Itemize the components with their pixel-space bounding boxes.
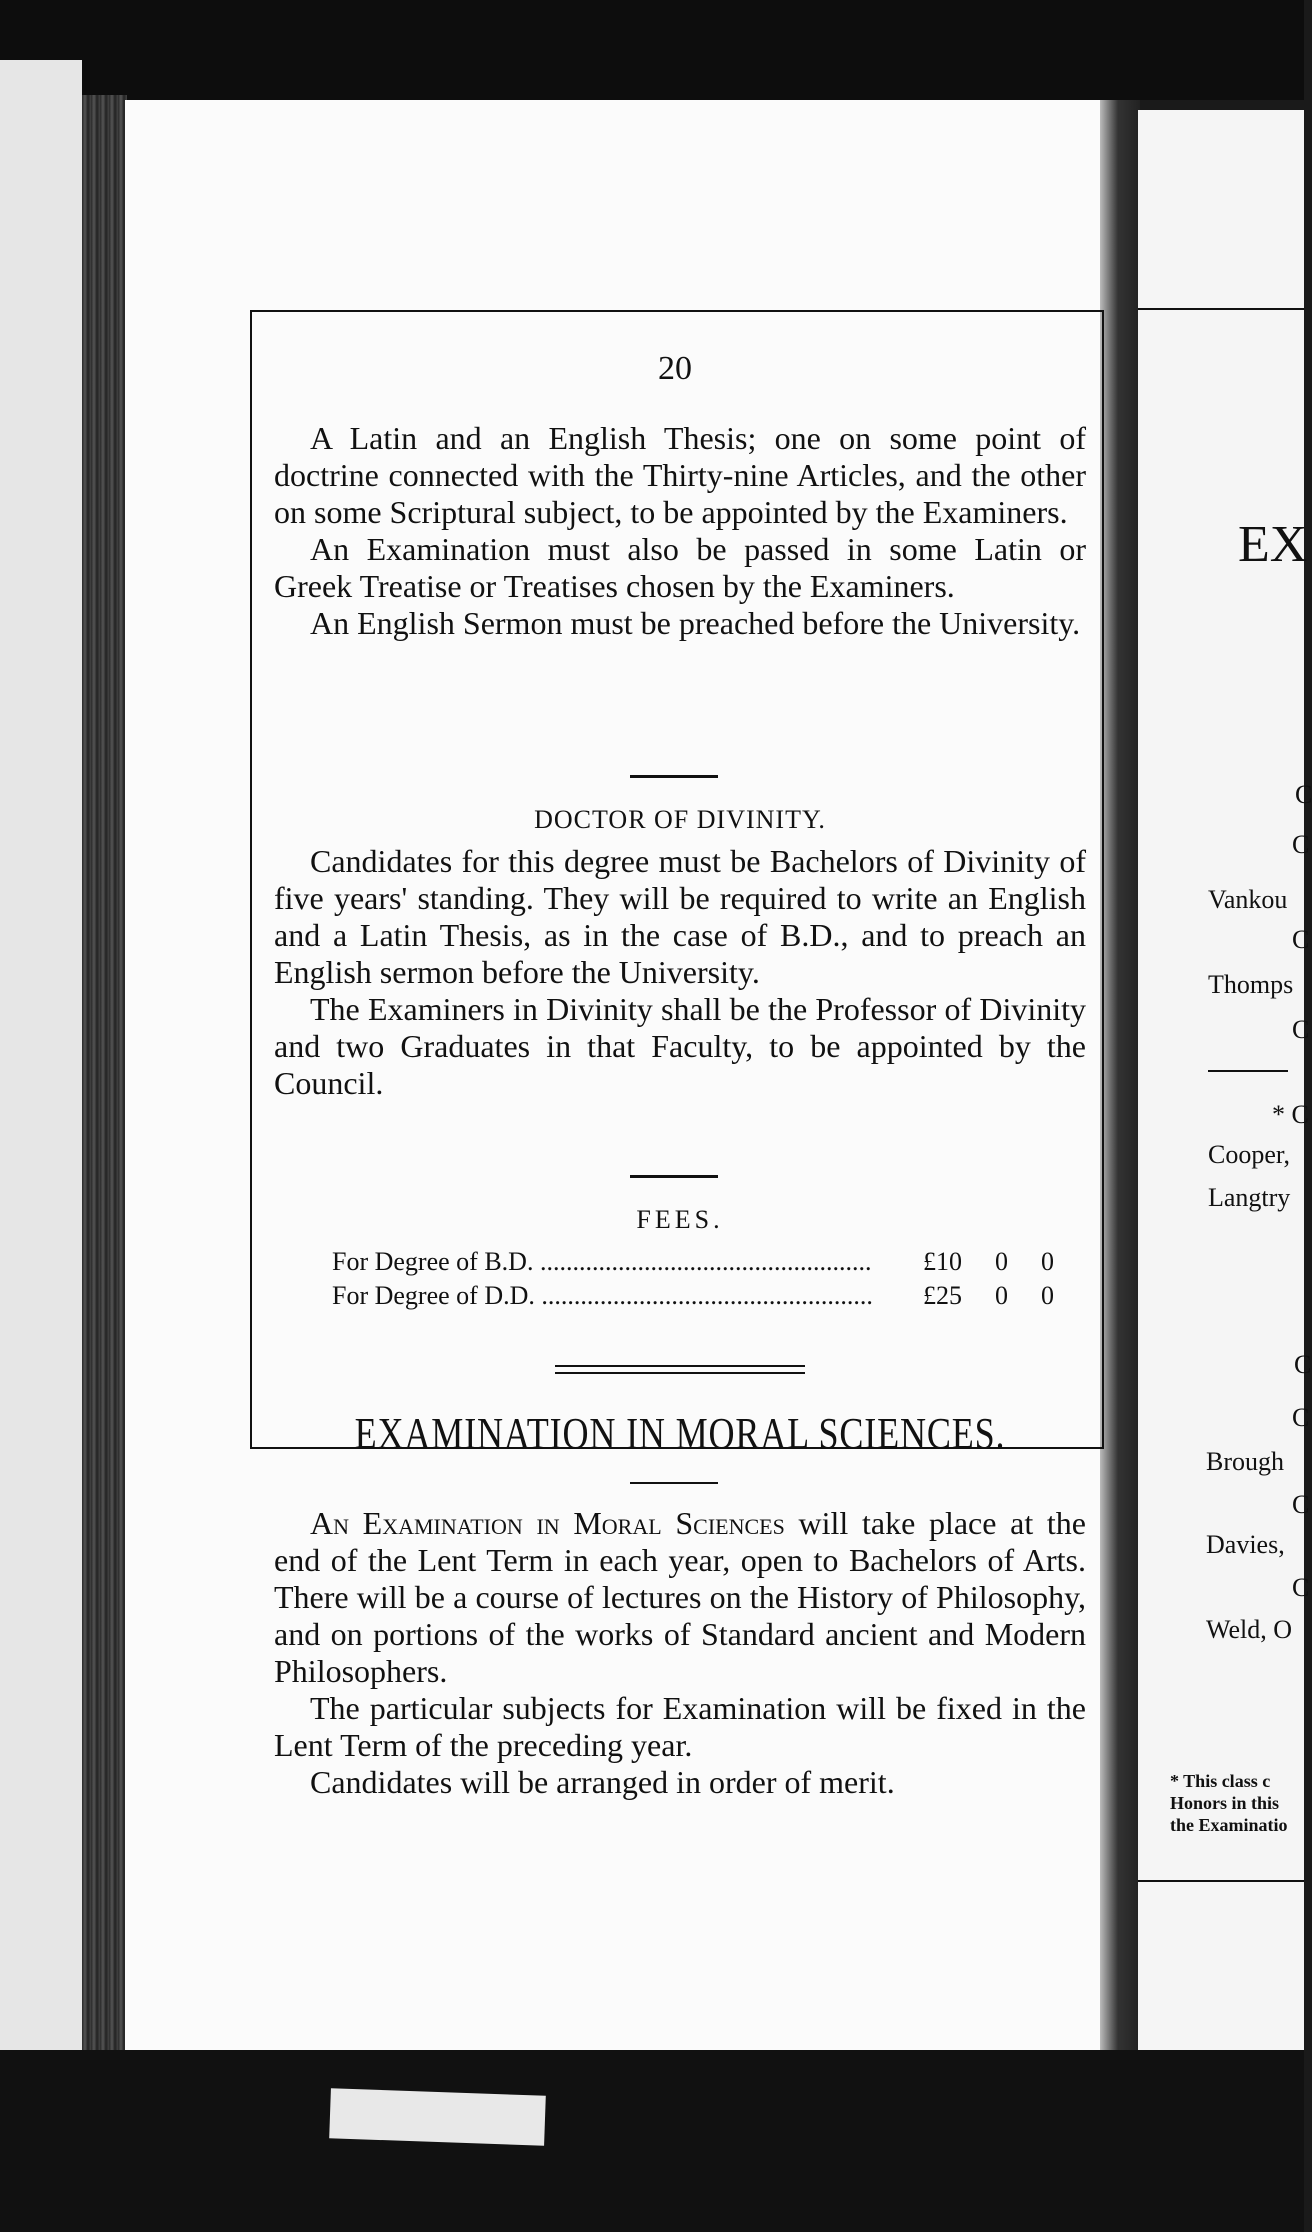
next-page-line: Cooper, xyxy=(1208,1140,1290,1169)
next-page-line: Thomps xyxy=(1208,970,1294,999)
fee-pence: 0 xyxy=(1041,1247,1054,1276)
thesis-section xyxy=(274,420,1086,642)
paragraph: The particular subjects for Examination will be fixed in the Lent Term of the preceding year. xyxy=(274,1690,1086,1763)
fee-amount: £10 xyxy=(923,1247,962,1276)
divider xyxy=(630,1482,718,1484)
double-rule-top xyxy=(555,1365,805,1367)
next-page-line: Brough xyxy=(1206,1447,1284,1476)
next-page-mark: C xyxy=(1292,925,1310,954)
section-heading: DOCTOR OF DIVINITY. xyxy=(534,805,826,834)
moral-sciences-section xyxy=(274,1505,1086,1801)
next-page-frame-bottom xyxy=(1138,1880,1304,1882)
section-title: EXAMINATION IN MORAL SCIENCES. xyxy=(354,1409,1006,1458)
next-page-heading: EX xyxy=(1238,516,1308,573)
fee-shillings: 0 xyxy=(995,1247,1008,1276)
scan-bottom-border xyxy=(0,2050,1304,2232)
paragraph: A Latin and an English Thesis; one on some point of doctrine connected with the Thirty-nine Articles, and the other on some Scriptural subject, to be appointed by the Examiners. xyxy=(274,420,1086,530)
page-number: 20 xyxy=(658,350,692,387)
divider xyxy=(630,775,718,778)
next-page-footnote: * This class c Honors in this the Examinatio xyxy=(1170,1771,1288,1835)
next-page-divider xyxy=(1208,1070,1288,1072)
next-page-line: Weld, O xyxy=(1206,1615,1292,1644)
double-rule-bottom xyxy=(555,1372,805,1374)
fee-label: For Degree of D.D. ................................................... xyxy=(332,1281,873,1310)
next-page-line: Langtry xyxy=(1208,1183,1291,1212)
fee-pence: 0 xyxy=(1041,1281,1054,1310)
next-page-mark: * C xyxy=(1272,1100,1309,1129)
next-page-mark: C xyxy=(1292,1490,1310,1519)
paragraph: Candidates for this degree must be Bachelors of Divinity of five years' standing. They will be required to write an English and a Latin Thesis, as in the case of B.D., and to preach an English sermon before the University. xyxy=(274,843,1086,990)
paragraph: Candidates will be arranged in order of merit. xyxy=(310,1764,895,1800)
doctor-of-divinity-section xyxy=(274,805,1086,1102)
next-page-mark: C xyxy=(1292,1403,1310,1432)
next-page-frame-top xyxy=(1138,308,1304,310)
next-page-line: Davies, xyxy=(1206,1530,1285,1559)
next-page-mark: C xyxy=(1292,1015,1310,1044)
next-page-line: Vankou xyxy=(1208,885,1288,914)
next-page-mark: C xyxy=(1292,830,1310,859)
lead-in: An Examination in Moral Sciences xyxy=(310,1505,785,1541)
fees-section xyxy=(274,1205,1086,1313)
fee-row xyxy=(332,1279,1086,1313)
paragraph: The Examiners in Divinity shall be the Professor of Divinity and two Graduates in that Faculty, to be appointed by the Council. xyxy=(274,991,1086,1101)
fee-amount: £25 xyxy=(923,1281,962,1310)
fee-row xyxy=(332,1245,1086,1279)
paragraph: An English Sermon must be preached before the University. xyxy=(310,605,1081,641)
next-page-mark: C xyxy=(1292,1573,1310,1602)
paragraph: An Examination in Moral Sciences will take place at the end of the Lent Term in each year, open to Bachelors of Arts. There will be a course of lectures on the History of Philosophy, and on portions of the works of Standard ancient and Modern Philosophers. xyxy=(274,1505,1087,1689)
fees-heading: FEES. xyxy=(636,1205,724,1234)
scan-top-border xyxy=(0,0,1304,100)
divider xyxy=(630,1175,718,1178)
fee-shillings: 0 xyxy=(995,1281,1008,1310)
paper-scrap xyxy=(329,2088,546,2145)
fee-label: For Degree of B.D. ................................................... xyxy=(332,1247,872,1276)
next-page-mark: C xyxy=(1294,1350,1312,1379)
gutter xyxy=(1100,100,1140,2085)
fees-table xyxy=(274,1245,1086,1313)
paragraph: An Examination must also be passed in some Latin or Greek Treatise or Treatises chosen by the Examiners. xyxy=(274,531,1086,604)
next-page-mark: C xyxy=(1295,780,1312,809)
book-spine xyxy=(82,95,127,2075)
previous-page-edge xyxy=(0,60,82,2080)
